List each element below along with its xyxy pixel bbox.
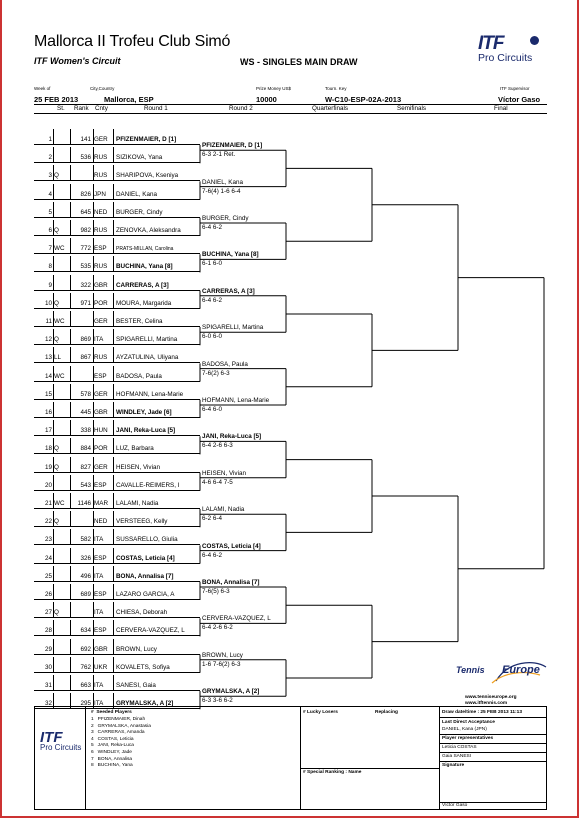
draw-position: 3 [48, 172, 52, 180]
player-country: ITA [94, 682, 104, 689]
player-rank: 645 [80, 208, 91, 216]
round2-score: 6-3 3-6 6-2 [202, 697, 233, 705]
tourn-key-value: W-C10-ESP-02A-2013 [325, 95, 402, 104]
special-ranking-header: # Special Ranking : Name [303, 770, 362, 775]
round2-winner: SPIGARELLI, Martina [202, 324, 264, 332]
entry-status: WC [54, 372, 65, 380]
signature-label: Signature [442, 763, 465, 768]
player-rank: 295 [80, 700, 91, 708]
player-country: ESP [94, 481, 107, 489]
footer-itf-text: ITF [40, 729, 63, 746]
week-label: Week of [34, 86, 51, 91]
player-name: HOFMANN, Lena-Marie [116, 390, 184, 398]
seed-name: BONA, Annalisa [97, 756, 133, 762]
round2-winner: GRYMALSKA, A [2] [202, 688, 260, 696]
player-rank: 322 [80, 281, 91, 289]
player-country: ITA [94, 609, 104, 617]
seed-name: COSTAS, Leticia [97, 736, 134, 742]
player-country: RUS [94, 354, 108, 362]
entry-status: Q [54, 336, 59, 344]
entry-status: Q [54, 609, 59, 617]
prize-value: 10000 [256, 95, 277, 104]
tennis-europe-logo [456, 657, 548, 693]
player-name: PRATS-MILLAN, Carolina [116, 246, 174, 253]
round2-score: 1-6 7-6(2) 6-3 [202, 660, 241, 668]
player-rank: 869 [80, 336, 91, 344]
city-value: Mallorca, ESP [104, 95, 154, 104]
player-rank: 536 [80, 154, 91, 162]
draw-position: 27 [44, 609, 52, 617]
col-rank: Rank [74, 105, 89, 112]
website-itftennis[interactable]: www.itftennis.com [465, 701, 508, 706]
player-rank: 867 [80, 354, 91, 362]
player-rank: 772 [80, 245, 91, 253]
player-rank: 582 [80, 536, 91, 544]
entry-status: Q [54, 445, 59, 453]
draw-position: 13 [44, 354, 52, 362]
round2-score: 6-3 2-1 Ret. [202, 151, 236, 159]
round2-score: 6-0 6-0 [202, 333, 222, 341]
seed-number: 5 [91, 743, 94, 749]
player-country: GBR [94, 409, 108, 416]
entry-status: WC [54, 318, 65, 325]
player-name: BUCHINA, Yana [8] [116, 263, 173, 271]
player-name: LUZ, Barbara [116, 445, 154, 453]
round2-winner: BURGER, Cindy [202, 215, 249, 222]
draw-position: 23 [44, 536, 52, 544]
round2-winner: CARRERAS, A [3] [202, 287, 255, 295]
player-name: DANIEL, Kana [116, 190, 157, 198]
player-country: POR [94, 299, 108, 307]
replacing-header: Replacing [375, 710, 398, 715]
draw-position: 28 [44, 627, 52, 635]
footer-hline [439, 743, 547, 744]
entry-status: Q [54, 299, 59, 307]
round2-score: 6-2 6-4 [202, 515, 222, 523]
player-name: BESTER, Celina [116, 318, 163, 325]
draw-position: 11 [45, 318, 52, 325]
player-rank: 663 [80, 682, 91, 689]
round2-winner: CERVERA-VAZQUEZ, L [202, 615, 271, 623]
footer-hline [439, 717, 547, 718]
round2-score: 7-6(5) 6-3 [202, 588, 230, 595]
player-name: CERVERA-VAZQUEZ, L [116, 627, 185, 635]
draw-position: 24 [44, 554, 52, 562]
draw-position: 19 [44, 463, 52, 471]
player-country: RUS [94, 172, 108, 180]
website-tenniseurope[interactable]: www.tenniseurope.org [465, 695, 517, 700]
seed-name: CARRERAS, Amanda [97, 730, 145, 736]
player-name: ZENOVKA, Aleksandra [116, 227, 181, 234]
player-rank: 141 [80, 136, 91, 143]
tournament-title: Mallorca II Trofeu Club Simó [34, 33, 231, 50]
player-country: ESP [94, 245, 107, 253]
player-name: SANESI, Gaia [116, 682, 156, 689]
round2-score: 6-4 6-2 [202, 296, 222, 304]
circuit-name: ITF Women's Circuit [34, 56, 121, 66]
seed-name: JANI, Reka-Luca [97, 743, 134, 749]
seed-name: PFIZENMAIER, Dinah [97, 717, 146, 722]
player-name: BADOSA, Paula [116, 372, 162, 380]
round2-winner: LALAMI, Nadia [202, 506, 245, 514]
player-country: JPN [94, 190, 106, 198]
seed-number: 2 [91, 723, 94, 729]
player-name: VERSTEEG, Kelly [116, 518, 168, 526]
seed-entry [91, 743, 134, 748]
draw-position: 4 [48, 190, 52, 198]
round2-score: 7-6(4) 1-6 6-4 [202, 187, 241, 195]
player-rank: 971 [80, 299, 91, 307]
player-rank: 982 [80, 227, 91, 234]
player-name: LAZARO GARCIA, A [116, 591, 175, 598]
player-rank: 543 [80, 481, 91, 489]
col-round2: Round 2 [229, 105, 253, 112]
round2-winner: BONA, Annalisa [7] [202, 579, 260, 586]
player-country: GBR [94, 645, 108, 653]
player-country: NED [94, 518, 108, 526]
player-country: ESP [94, 372, 107, 380]
entry-status: WC [54, 500, 65, 507]
player-name: CHIESA, Deborah [116, 609, 168, 617]
seed-entry [91, 724, 151, 729]
player-name: LALAMI, Nadia [116, 500, 159, 507]
player-country: GER [94, 318, 108, 325]
round2-winner: JANI, Reka-Luca [5] [202, 433, 262, 441]
col-final: Final [494, 105, 508, 112]
tennis-europe-text-a: Tennis [456, 665, 485, 675]
draw-position: 1 [48, 136, 52, 143]
seed-number: 3 [91, 730, 94, 736]
player-rank: 827 [80, 463, 91, 471]
col-semifinals: Semifinals [397, 105, 427, 112]
footer-hline [300, 768, 439, 769]
footer-hline [439, 734, 547, 735]
player-rank: 884 [80, 445, 91, 453]
round2-score: 4-6 6-4 7-5 [202, 478, 233, 486]
prize-label: Prize Money US$ [256, 86, 292, 91]
draw-position: 32 [44, 700, 52, 708]
draw-date: Draw date/time : 25 FEB 2013 11:13 [442, 710, 522, 715]
footer-panel [34, 706, 547, 810]
draw-position: 2 [48, 154, 52, 162]
player-rank: 634 [80, 627, 91, 635]
seed-entry [91, 730, 145, 735]
player-name: CAVALLE-REIMERS, I [116, 481, 180, 489]
seed-entry [91, 750, 132, 755]
col-quarterfinals: Quarterfinals [312, 105, 349, 112]
player-name: COSTAS, Leticia [4] [116, 554, 175, 562]
entry-status: Q [54, 518, 59, 526]
player-country: ESP [94, 554, 107, 562]
player-country: GER [94, 136, 108, 143]
player-name: SHARIPOVA, Kseniya [116, 172, 179, 180]
player-name: CARRERAS, A [3] [116, 281, 169, 289]
footer-itf-subtext: Pro Circuits [40, 743, 82, 752]
seed-name: GRYMALSKA, Anastasia [97, 723, 151, 729]
draw-position: 7 [48, 245, 52, 253]
draw-position: 8 [48, 263, 52, 271]
round2-score: 6-4 6-2 [202, 224, 222, 231]
round2-winner: BROWN, Lucy [202, 651, 243, 659]
draw-position: 29 [44, 645, 52, 653]
round2-winner: PFIZENMAIER, D [1] [202, 142, 263, 150]
player-name: MOURA, Margarida [116, 299, 172, 307]
footer-hline [439, 752, 547, 753]
draw-position: 14 [44, 372, 52, 380]
draw-position: 10 [44, 299, 52, 307]
player-country: GER [94, 463, 108, 471]
seed-number: 1 [91, 717, 94, 722]
seed-entry [91, 717, 145, 722]
player-name: AYZATULINA, Uliyana [116, 354, 179, 362]
player-country: HUN [94, 427, 108, 435]
player-country: ESP [94, 627, 107, 635]
draw-position: 20 [44, 481, 52, 489]
lucky-losers-header: # Lucky Losers [303, 710, 338, 715]
player-name: BONA, Annalisa [7] [116, 572, 174, 580]
draw-position: 25 [44, 572, 52, 580]
draw-position: 6 [48, 227, 52, 234]
player-rank: 535 [80, 263, 91, 271]
player-country: RUS [94, 263, 108, 271]
round2-score: 7-6(2) 6-3 [202, 369, 230, 377]
last-acceptance-value: DANIEL, Kana (JPN) [442, 727, 487, 732]
draw-position: 16 [44, 409, 52, 416]
draw-position: 26 [44, 591, 52, 598]
player-name: PFIZENMAIER, D [1] [116, 136, 177, 143]
tennis-europe-text-b: Europe [502, 664, 540, 676]
player-country: GER [94, 390, 108, 398]
player-name: SUSSARELLO, Giulia [116, 536, 178, 544]
player-name: BROWN, Lucy [116, 645, 157, 653]
player-country: RUS [94, 154, 108, 162]
seed-entry [91, 737, 134, 742]
col-round1: Round 1 [144, 105, 168, 112]
round2-score: 6-4 6-0 [202, 406, 222, 413]
player-country: ITA [94, 536, 104, 544]
draw-position: 17 [44, 427, 52, 435]
round2-winner: HEISEN, Vivian [202, 469, 246, 477]
player-name: HEISEN, Vivian [116, 463, 160, 471]
col-st: St. [57, 105, 65, 112]
player-rep-1: Leticia COSTAS [442, 745, 477, 750]
player-country: ESP [94, 591, 107, 598]
supervisor-label: ITF Supervisor [500, 86, 530, 91]
player-rank: 338 [80, 427, 91, 435]
round2-score: 6-1 6-0 [202, 260, 222, 268]
draw-position: 5 [48, 208, 52, 216]
round2-winner: COSTAS, Leticia [4] [202, 542, 261, 550]
footer-itf-logo [40, 729, 84, 752]
city-label: City,Country [90, 86, 115, 91]
player-rank: 326 [80, 554, 91, 562]
player-rank: 496 [80, 572, 91, 580]
signature-value: Víctor Gaso [442, 803, 468, 808]
draw-position: 30 [44, 663, 52, 671]
round2-winner: BADOSA, Paula [202, 360, 248, 368]
seed-entry [91, 763, 133, 768]
entry-status: WC [54, 245, 65, 253]
player-reps-label: Player representatives [442, 736, 494, 741]
player-name: JANI, Reka-Luca [5] [116, 427, 176, 435]
player-name: GRYMALSKA, A [2] [116, 700, 174, 708]
itf-logo-text: ITF [478, 33, 504, 54]
player-rank: 578 [80, 390, 91, 398]
player-country: POR [94, 445, 108, 453]
round2-score: 6-4 2-6 6-2 [202, 624, 233, 632]
seed-name: BUCHINA, Yana [97, 763, 133, 769]
player-country: MAR [94, 500, 108, 507]
player-rep-2: Gaia SANESI [442, 754, 472, 759]
player-country: ITA [94, 700, 104, 708]
round2-score: 6-4 6-2 [202, 551, 222, 559]
seed-entry [91, 757, 132, 762]
player-rank: 692 [80, 645, 91, 653]
player-country: GBR [94, 281, 108, 289]
footer-divider [439, 707, 440, 809]
player-rank: 1146 [77, 500, 91, 507]
footer-hline [439, 761, 547, 762]
draw-position: 15 [44, 390, 52, 398]
player-name: SIZIKOVA, Yana [116, 154, 163, 162]
seed-number: 7 [91, 756, 94, 762]
player-country: RUS [94, 227, 108, 234]
draw-position: 31 [44, 682, 52, 689]
player-rank: 826 [80, 190, 91, 198]
seed-number: 8 [91, 763, 94, 769]
seeded-players-header: # Seeded Players [91, 710, 132, 715]
entry-status: Q [54, 227, 59, 234]
draw-position: 9 [48, 281, 52, 289]
player-name: KOVALETS, Sofiya [116, 663, 170, 671]
seed-number: 6 [91, 750, 94, 755]
round2-winner: BUCHINA, Yana [8] [202, 251, 259, 259]
player-country: ITA [94, 336, 104, 344]
draw-position: 12 [44, 336, 52, 344]
week-value: 25 FEB 2013 [34, 95, 79, 104]
player-name: BURGER, Cindy [116, 208, 163, 216]
round2-winner: HOFMANN, Lena-Marie [202, 397, 270, 404]
player-name: WINDLEY, Jade [6] [116, 409, 172, 416]
tourn-key-label: Tourn. Key [325, 86, 347, 91]
col-cnty: Cnty [95, 105, 108, 112]
draw-position: 21 [44, 500, 52, 507]
seed-name: WINDLEY, Jade [97, 750, 132, 755]
round2-winner: DANIEL, Kana [202, 178, 243, 186]
itf-logo-subtext: Pro Circuits [478, 52, 533, 64]
player-country: NED [94, 208, 108, 216]
footer-divider [300, 707, 301, 809]
entry-status: Q [54, 172, 59, 180]
seeded-players-title: Seeded Players [96, 710, 132, 715]
player-name: SPIGARELLI, Martina [116, 336, 178, 344]
supervisor-value: Víctor Gaso [498, 95, 541, 104]
player-country: ITA [94, 572, 104, 580]
seed-number: 4 [91, 736, 94, 742]
player-country: UKR [94, 663, 108, 671]
draw-position: 18 [44, 445, 52, 453]
draw-name: WS - SINGLES MAIN DRAW [240, 57, 358, 67]
entry-status: LL [54, 354, 62, 362]
footer-divider [85, 707, 86, 809]
player-rank: 762 [80, 663, 91, 671]
last-acceptance-label: Last Direct Acceptance [442, 720, 495, 725]
draw-position: 22 [44, 518, 52, 526]
player-rank: 445 [80, 409, 91, 416]
player-rank: 689 [80, 591, 91, 598]
entry-status: Q [54, 463, 59, 471]
round2-score: 6-4 2-6 6-3 [202, 442, 233, 450]
